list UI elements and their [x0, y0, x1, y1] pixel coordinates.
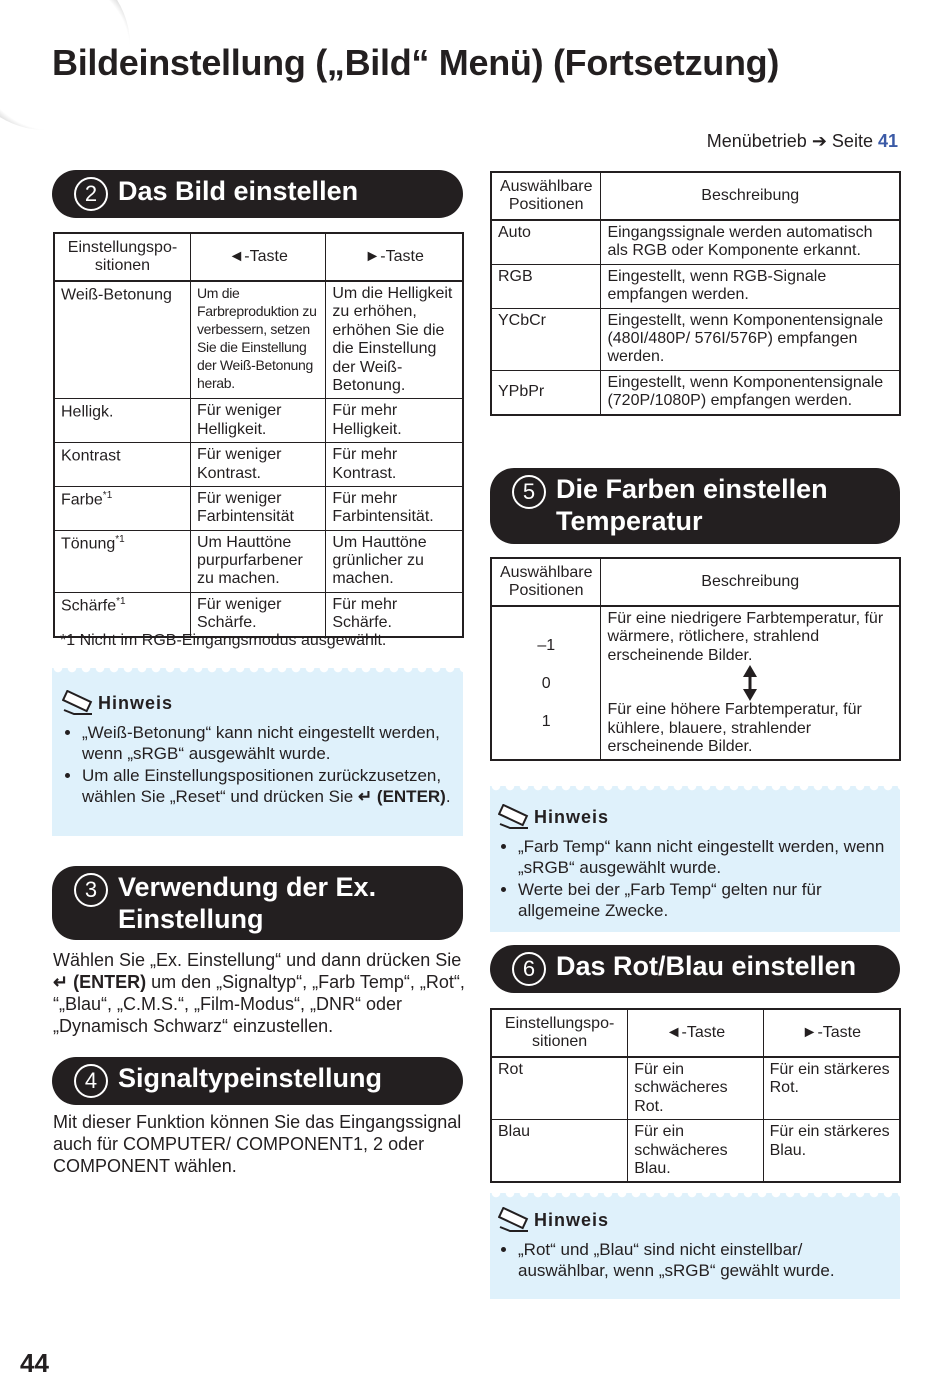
value-item: 1: [541, 712, 551, 730]
table-header-row: [491, 172, 900, 220]
table-row: [54, 530, 463, 592]
table-cell-item: Helligk.: [54, 399, 190, 443]
section-heading-signaltyp: [52, 1057, 463, 1105]
table-row: [54, 281, 463, 399]
table-cell-right: Für mehr Farbintensität.: [326, 486, 463, 530]
value-item: –1: [537, 636, 556, 654]
table-cell-item: YPbPr: [491, 370, 601, 414]
menu-ref-page-label: Seite: [831, 131, 873, 151]
column-header: Einstellungspo-sitionen: [491, 1009, 628, 1057]
table-cell-right: Um Hauttöne grünlicher zu machen.: [326, 530, 463, 592]
table-cell-left: Um die Farbreproduktion zu verbessern, setzen Sie die Einstellung der Weiß-Betonung herab.: [190, 281, 325, 399]
table-row: [491, 606, 900, 760]
table-cell-left: Für weniger Helligkeit.: [190, 399, 325, 443]
table-cell-left: Für weniger Farbintensität: [190, 486, 325, 530]
section-body-text: Mit dieser Funktion können Sie das Eingangssignal auch für COMPUTER/ COMPONENT1, 2 oder COMPONENT wählen.: [53, 1112, 462, 1176]
table-cell-desc: Eingestellt, wenn Komponentensignale (720P/1080P) empfangen werden.: [601, 370, 900, 414]
column-header: Auswählbare Positionen: [491, 558, 601, 606]
table-row: [491, 308, 900, 370]
section-heading-ex-einstellung: [52, 866, 463, 940]
table-cell-item: Rot: [491, 1057, 628, 1120]
table-cell-right: Für mehr Schärfe.: [326, 592, 463, 636]
section-title: Signaltypeinstellung: [118, 1063, 383, 1093]
value-item: 0: [541, 674, 551, 692]
section-heading-farbtemperatur: [490, 468, 900, 544]
hint-item: • „Weiß-Betonung“ kann nicht eingestellt werden, wenn „sRGB“ ausgewählt wurde.: [82, 722, 453, 765]
table-cell-right: Für mehr Kontrast.: [326, 443, 463, 487]
table-row: [491, 370, 900, 414]
footnote: *1 Nicht im RGB-Eingangsmodus ausgewählt.: [60, 632, 387, 649]
column-header: ◄-Taste: [190, 233, 325, 281]
hint-item: • „Rot“ und „Blau“ sind nicht einstellbar/ auswählbar, wenn „sRGB“ gewählt wurde.: [518, 1239, 890, 1282]
table-cell-desc: Für eine niedrigere Farbtemperatur, für wärmere, rötlichere, strahlend erscheinende Bilder. Für eine höhere Farbtemperatur, für kühlere, blauere, strahlender erscheinende Bilder.: [601, 606, 900, 760]
column-header: Auswählbare Positionen: [491, 172, 601, 220]
hint-heading: Hinweis: [62, 690, 453, 716]
section-body-text: Wählen Sie „Ex. Einstellung“ und dann drücken Sie ↵ (ENTER) um den „Signaltyp“, „Farb Temp“, „Rot“, “„Blau“, „C.M.S.“, „Film-Modus“, „DNR“ oder „Dynamisch Schwarz“ einzustellen.: [53, 950, 465, 1036]
value-column: [491, 606, 601, 760]
pencil-icon: [498, 804, 534, 830]
section-title: Das Rot/Blau einstellen: [556, 951, 857, 981]
table-cell-left: Für weniger Schärfe.: [190, 592, 325, 636]
column-header: Einstellungspo-sitionen: [54, 233, 190, 281]
section-heading-rot-blau: [490, 945, 900, 993]
column-header: Beschreibung: [601, 172, 900, 220]
column-header: ◄-Taste: [628, 1009, 763, 1057]
table-cell-item: Kontrast: [54, 443, 190, 487]
table-header-row: [54, 233, 463, 281]
table-cell-item: Schärfe$^{*1}$: [54, 592, 190, 636]
table-cell-item: Tönung$^{*1}$: [54, 530, 190, 592]
hint-item: • Um alle Einstellungspositionen zurückzusetzen, wählen Sie „Reset“ und drücken Sie ↵ (ENTER).: [82, 765, 453, 808]
table-cell-left: Für ein schwächeres Blau.: [628, 1120, 763, 1183]
table-cell-desc: Eingestellt, wenn Komponentensignale (480I/480P/ 576I/576P) empfangen werden.: [601, 308, 900, 370]
color-temp-table: [490, 557, 901, 761]
table-row: [491, 1120, 900, 1183]
table-cell-left: Um Hauttöne purpurfarbener zu machen.: [190, 530, 325, 592]
up-down-arrow-icon: [607, 665, 893, 701]
table-row: [491, 1057, 900, 1120]
arrow-right-icon: ➔: [811, 131, 827, 151]
table-cell-item: Farbe$^{*1}$: [54, 486, 190, 530]
table-row: [491, 264, 900, 308]
menu-ref-text: Menübetrieb: [706, 131, 807, 151]
table-row: [54, 443, 463, 487]
table-cell-item: RGB: [491, 264, 601, 308]
hint-box: [490, 1193, 900, 1299]
table-cell-right: Für ein stärkeres Blau.: [763, 1120, 900, 1183]
table-row: [491, 220, 900, 264]
column-header: ►-Taste: [763, 1009, 900, 1057]
section-number: 3: [74, 873, 108, 907]
column-header: ►-Taste: [326, 233, 463, 281]
section-number: 4: [74, 1064, 108, 1098]
table-cell-right: Für mehr Helligkeit.: [326, 399, 463, 443]
hint-item: • „Farb Temp“ kann nicht eingestellt werden, wenn „sRGB“ ausgewählt wurde.: [518, 836, 890, 879]
table-row: [54, 399, 463, 443]
hint-box: [52, 668, 463, 836]
pencil-icon: [62, 690, 98, 716]
table-cell-item: Auto: [491, 220, 601, 264]
table-cell-right: Um die Helligkeit zu erhöhen, erhöhen Sie die die Einstellung der Weiß-Betonung.: [326, 281, 463, 399]
picture-adjust-table: [53, 232, 464, 638]
page-title: Bildeinstellung („Bild“ Menü) (Fortsetzung): [52, 42, 780, 83]
column-header: Beschreibung: [601, 558, 900, 606]
hint-box: [490, 786, 900, 932]
table-cell-left: Für ein schwächeres Rot.: [628, 1057, 763, 1120]
table-cell-desc: Eingangssignale werden automatisch als RGB oder Komponente erkannt.: [601, 220, 900, 264]
section-title: Verwendung der Ex. Einstellung: [118, 872, 377, 934]
signal-type-table: [490, 171, 901, 416]
menu-ref-page-link[interactable]: 41: [877, 131, 898, 151]
section-title: Das Bild einstellen: [118, 176, 359, 206]
menu-reference: [707, 131, 898, 152]
table-cell-item: Blau: [491, 1120, 628, 1183]
table-header-row: [491, 558, 900, 606]
table-header-row: [491, 1009, 900, 1057]
table-cell-right: Für ein stärkeres Rot.: [763, 1057, 900, 1120]
section-number: 2: [74, 177, 108, 211]
table-cell-item: Weiß-Betonung: [54, 281, 190, 399]
section-title: Die Farben einstellen Temperatur: [556, 474, 828, 536]
table-row: [54, 592, 463, 636]
table-row: [54, 486, 463, 530]
red-blue-table: [490, 1008, 901, 1183]
table-cell-item: YCbCr: [491, 308, 601, 370]
enter-key-label: ↵ (ENTER): [357, 786, 446, 806]
pencil-icon: [498, 1207, 534, 1233]
hint-heading: Hinweis: [498, 804, 890, 830]
table-cell-desc: Eingestellt, wenn RGB-Signale empfangen werden.: [601, 264, 900, 308]
enter-key-label: ↵ (ENTER): [53, 971, 147, 992]
section-heading-bild-einstellen: [52, 170, 463, 218]
hint-item: • Werte bei der „Farb Temp“ gelten nur für allgemeine Zwecke.: [518, 879, 890, 922]
table-cell-left: Für weniger Kontrast.: [190, 443, 325, 487]
page-number: 44: [20, 1348, 49, 1378]
section-number: 6: [512, 952, 546, 986]
section-number: 5: [512, 475, 546, 509]
hint-heading: Hinweis: [498, 1207, 890, 1233]
